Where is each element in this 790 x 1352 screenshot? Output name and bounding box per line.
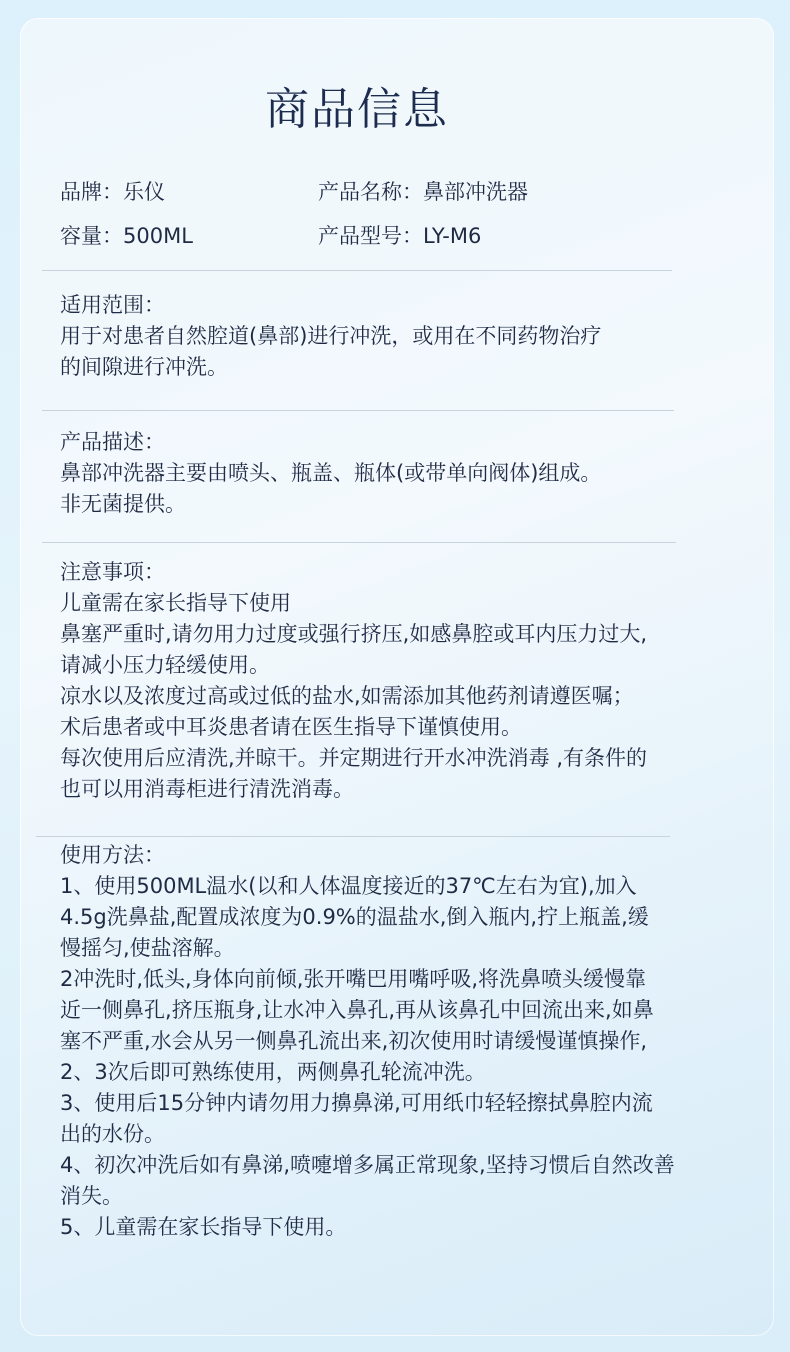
section-line: 非无菌提供。 [60,492,186,516]
model-field: 产品型号：LY-M6 [318,224,482,248]
divider [42,270,672,271]
section-heading: 使用方法： [60,843,165,867]
section-heading: 产品描述： [60,430,165,454]
notes-section [60,557,760,805]
section-line: 5、儿童需在家长指导下使用。 [60,1215,347,1239]
section-heading: 注意事项： [60,560,165,584]
capacity-field: 容量：500ML [60,224,193,248]
section-line: 出的水份。 [60,1122,165,1146]
section-line: 凉水以及浓度过高或过低的盐水,如需添加其他药剂请遵医嘱； [60,684,634,708]
section-line: 术后患者或中耳炎患者请在医生指导下谨慎使用。 [60,715,522,739]
description-section [60,427,760,520]
section-heading: 适用范围： [60,293,165,317]
section-line: 4、初次冲洗后如有鼻涕,喷嚏增多属正常现象,坚持习惯后自然改善 [60,1153,675,1177]
divider [36,836,670,837]
section-line: 慢摇匀,使盐溶解。 [60,936,235,960]
product-name-field: 产品名称：鼻部冲洗器 [318,180,528,204]
page-title: 商品信息 [265,84,449,135]
usage-section [60,840,760,1243]
section-line: 近一侧鼻孔,挤压瓶身,让水冲入鼻孔,再从该鼻孔中回流出来,如鼻 [60,998,654,1022]
section-line: 2、3次后即可熟练使用，两侧鼻孔轮流冲洗。 [60,1060,486,1084]
divider [42,410,674,411]
section-line: 鼻塞严重时,请勿用力过度或强行挤压,如感鼻腔或耳内压力过大, [60,622,648,646]
brand-field: 品牌：乐仪 [60,180,165,204]
section-line: 2冲洗时,低头,身体向前倾,张开嘴巴用嘴呼吸,将洗鼻喷头缓慢靠 [60,967,647,991]
section-line: 鼻部冲洗器主要由喷头、瓶盖、瓶体(或带单向阀体)组成。 [60,461,602,485]
section-line: 消失。 [60,1184,123,1208]
section-line: 请减小压力轻缓使用。 [60,653,270,677]
section-line: 用于对患者自然腔道(鼻部)进行冲洗，或用在不同药物治疗 [60,324,602,348]
section-line: 的间隙进行冲洗。 [60,355,228,379]
scope-section [60,290,760,383]
section-line: 每次使用后应清洗,并晾干。并定期进行开水冲洗消毒 ,有条件的 [60,746,648,770]
section-line: 1、使用500ML温水(以和人体温度接近的37℃左右为宜),加入 [60,874,637,898]
section-line: 3、使用后15分钟内请勿用力擤鼻涕,可用纸巾轻轻擦拭鼻腔内流 [60,1091,653,1115]
section-line: 也可以用消毒柜进行清洗消毒。 [60,777,354,801]
section-line: 塞不严重,水会从另一侧鼻孔流出来,初次使用时请缓慢谨慎操作, [60,1029,648,1053]
divider [42,542,676,543]
section-line: 4.5g洗鼻盐,配置成浓度为0.9%的温盐水,倒入瓶内,拧上瓶盖,缓 [60,905,649,929]
section-line: 儿童需在家长指导下使用 [60,591,291,615]
